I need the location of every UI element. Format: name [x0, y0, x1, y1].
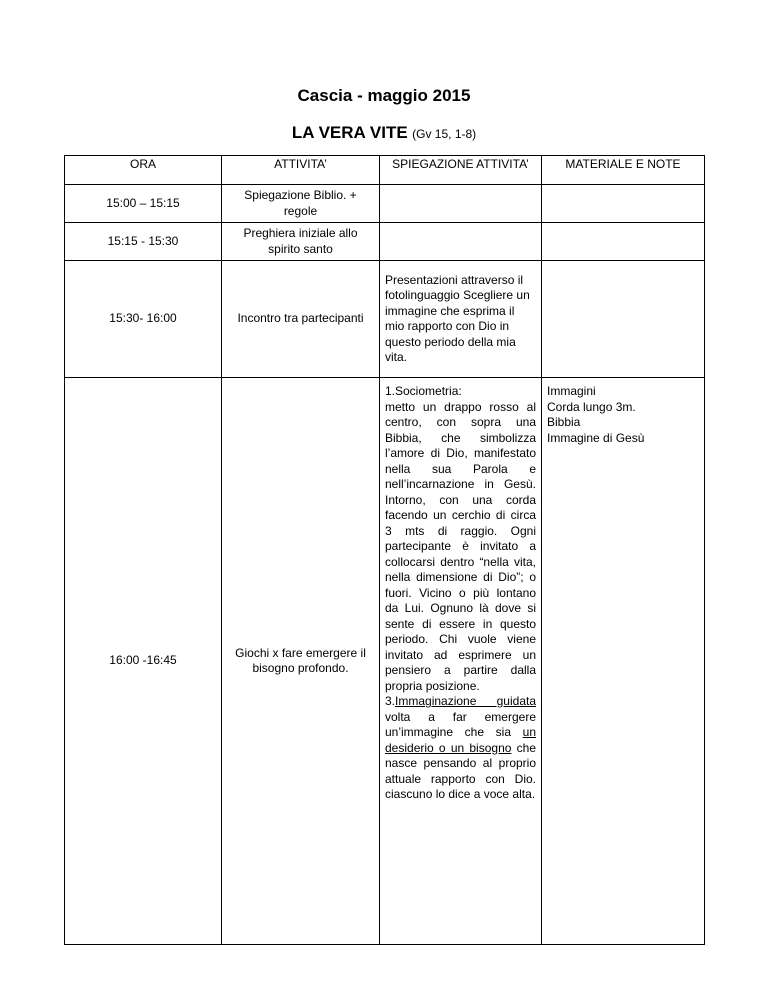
cell-attivita: Incontro tra partecipanti: [222, 261, 380, 378]
cell-spiegazione: Presentazioni attraverso il fotolinguaggio Scegliere un immagine che esprima il mio rapporto con Dio in questo periodo della mia vita.: [380, 261, 542, 378]
cell-attivita: Spiegazione Biblio. + regole: [222, 185, 380, 223]
underlined-text: Immaginazione guidata: [395, 694, 536, 708]
schedule-table: [64, 155, 705, 945]
paragraph-text: che nasce pensando al proprio attuale rapporto con Dio. ciascuno lo dice a voce alta.: [385, 740, 536, 801]
immaginazione-paragraph: [385, 694, 536, 803]
material-item: Corda lungo 3m.: [547, 399, 636, 414]
subtitle-reference: (Gv 15, 1-8): [412, 127, 477, 141]
material-item: Immagine di Gesù: [547, 430, 645, 445]
underlined-text: un desiderio o un bisogno: [385, 725, 536, 755]
subtitle-main: LA VERA VITE: [291, 123, 408, 142]
cell-materiale: [542, 261, 705, 378]
table-row: [65, 261, 705, 378]
cell-attivita: Preghiera iniziale allo spirito santo: [222, 223, 380, 261]
cell-attivita: Giochi x fare emergere il bisogno profondo.: [222, 378, 380, 945]
cell-materiale: [542, 185, 705, 223]
cell-ora: 15:15 - 15:30: [65, 223, 222, 261]
header-attivita: ATTIVITA’: [222, 156, 380, 185]
header-materiale: MATERIALE E NOTE: [542, 156, 705, 185]
cell-spiegazione: [380, 378, 542, 945]
material-item: Bibbia: [547, 415, 581, 429]
material-item: Immagini: [547, 384, 596, 398]
table-row: [65, 223, 705, 261]
table-row: [65, 185, 705, 223]
page-subtitle: [0, 123, 768, 143]
cell-ora: 16:00 -16:45: [65, 378, 222, 945]
table-header-row: [65, 156, 705, 185]
cell-spiegazione: [380, 223, 542, 261]
page-title: Cascia - maggio 2015: [297, 86, 471, 105]
cell-ora: 15:30- 16:00: [65, 261, 222, 378]
sociometria-heading: 1.Sociometria:: [385, 384, 462, 398]
table-row: [65, 378, 705, 945]
header-ora: ORA: [65, 156, 222, 185]
header-spiegazione: SPIEGAZIONE ATTIVITA’: [380, 156, 542, 185]
sociometria-text: metto un drappo rosso al centro, con sopra una Bibbia, che simbolizza l’amore di Dio, manifestato nella sua Parola e nell’incarnazione in Gesù. Intorno, con una corda facendo un cerchio di circa 3 mts di raggio. Ogni partecipante è invitato a collocarsi dentro “nella vita, nella dimensione di Dio”; o fuori. Vicino o più lontano da Lui. Ognuno là dove si sente di essere in questo periodo. Chi vuole viene invitato ad esprimere un pensiero a partire dalla propria posizione.: [385, 399, 536, 693]
cell-spiegazione: [380, 185, 542, 223]
step-number: 3.: [385, 694, 396, 708]
cell-materiale: [542, 378, 705, 945]
cell-ora: 15:00 – 15:15: [65, 185, 222, 223]
cell-materiale: [542, 223, 705, 261]
paragraph-text: volta a far emergere un’immagine che sia: [385, 709, 536, 739]
